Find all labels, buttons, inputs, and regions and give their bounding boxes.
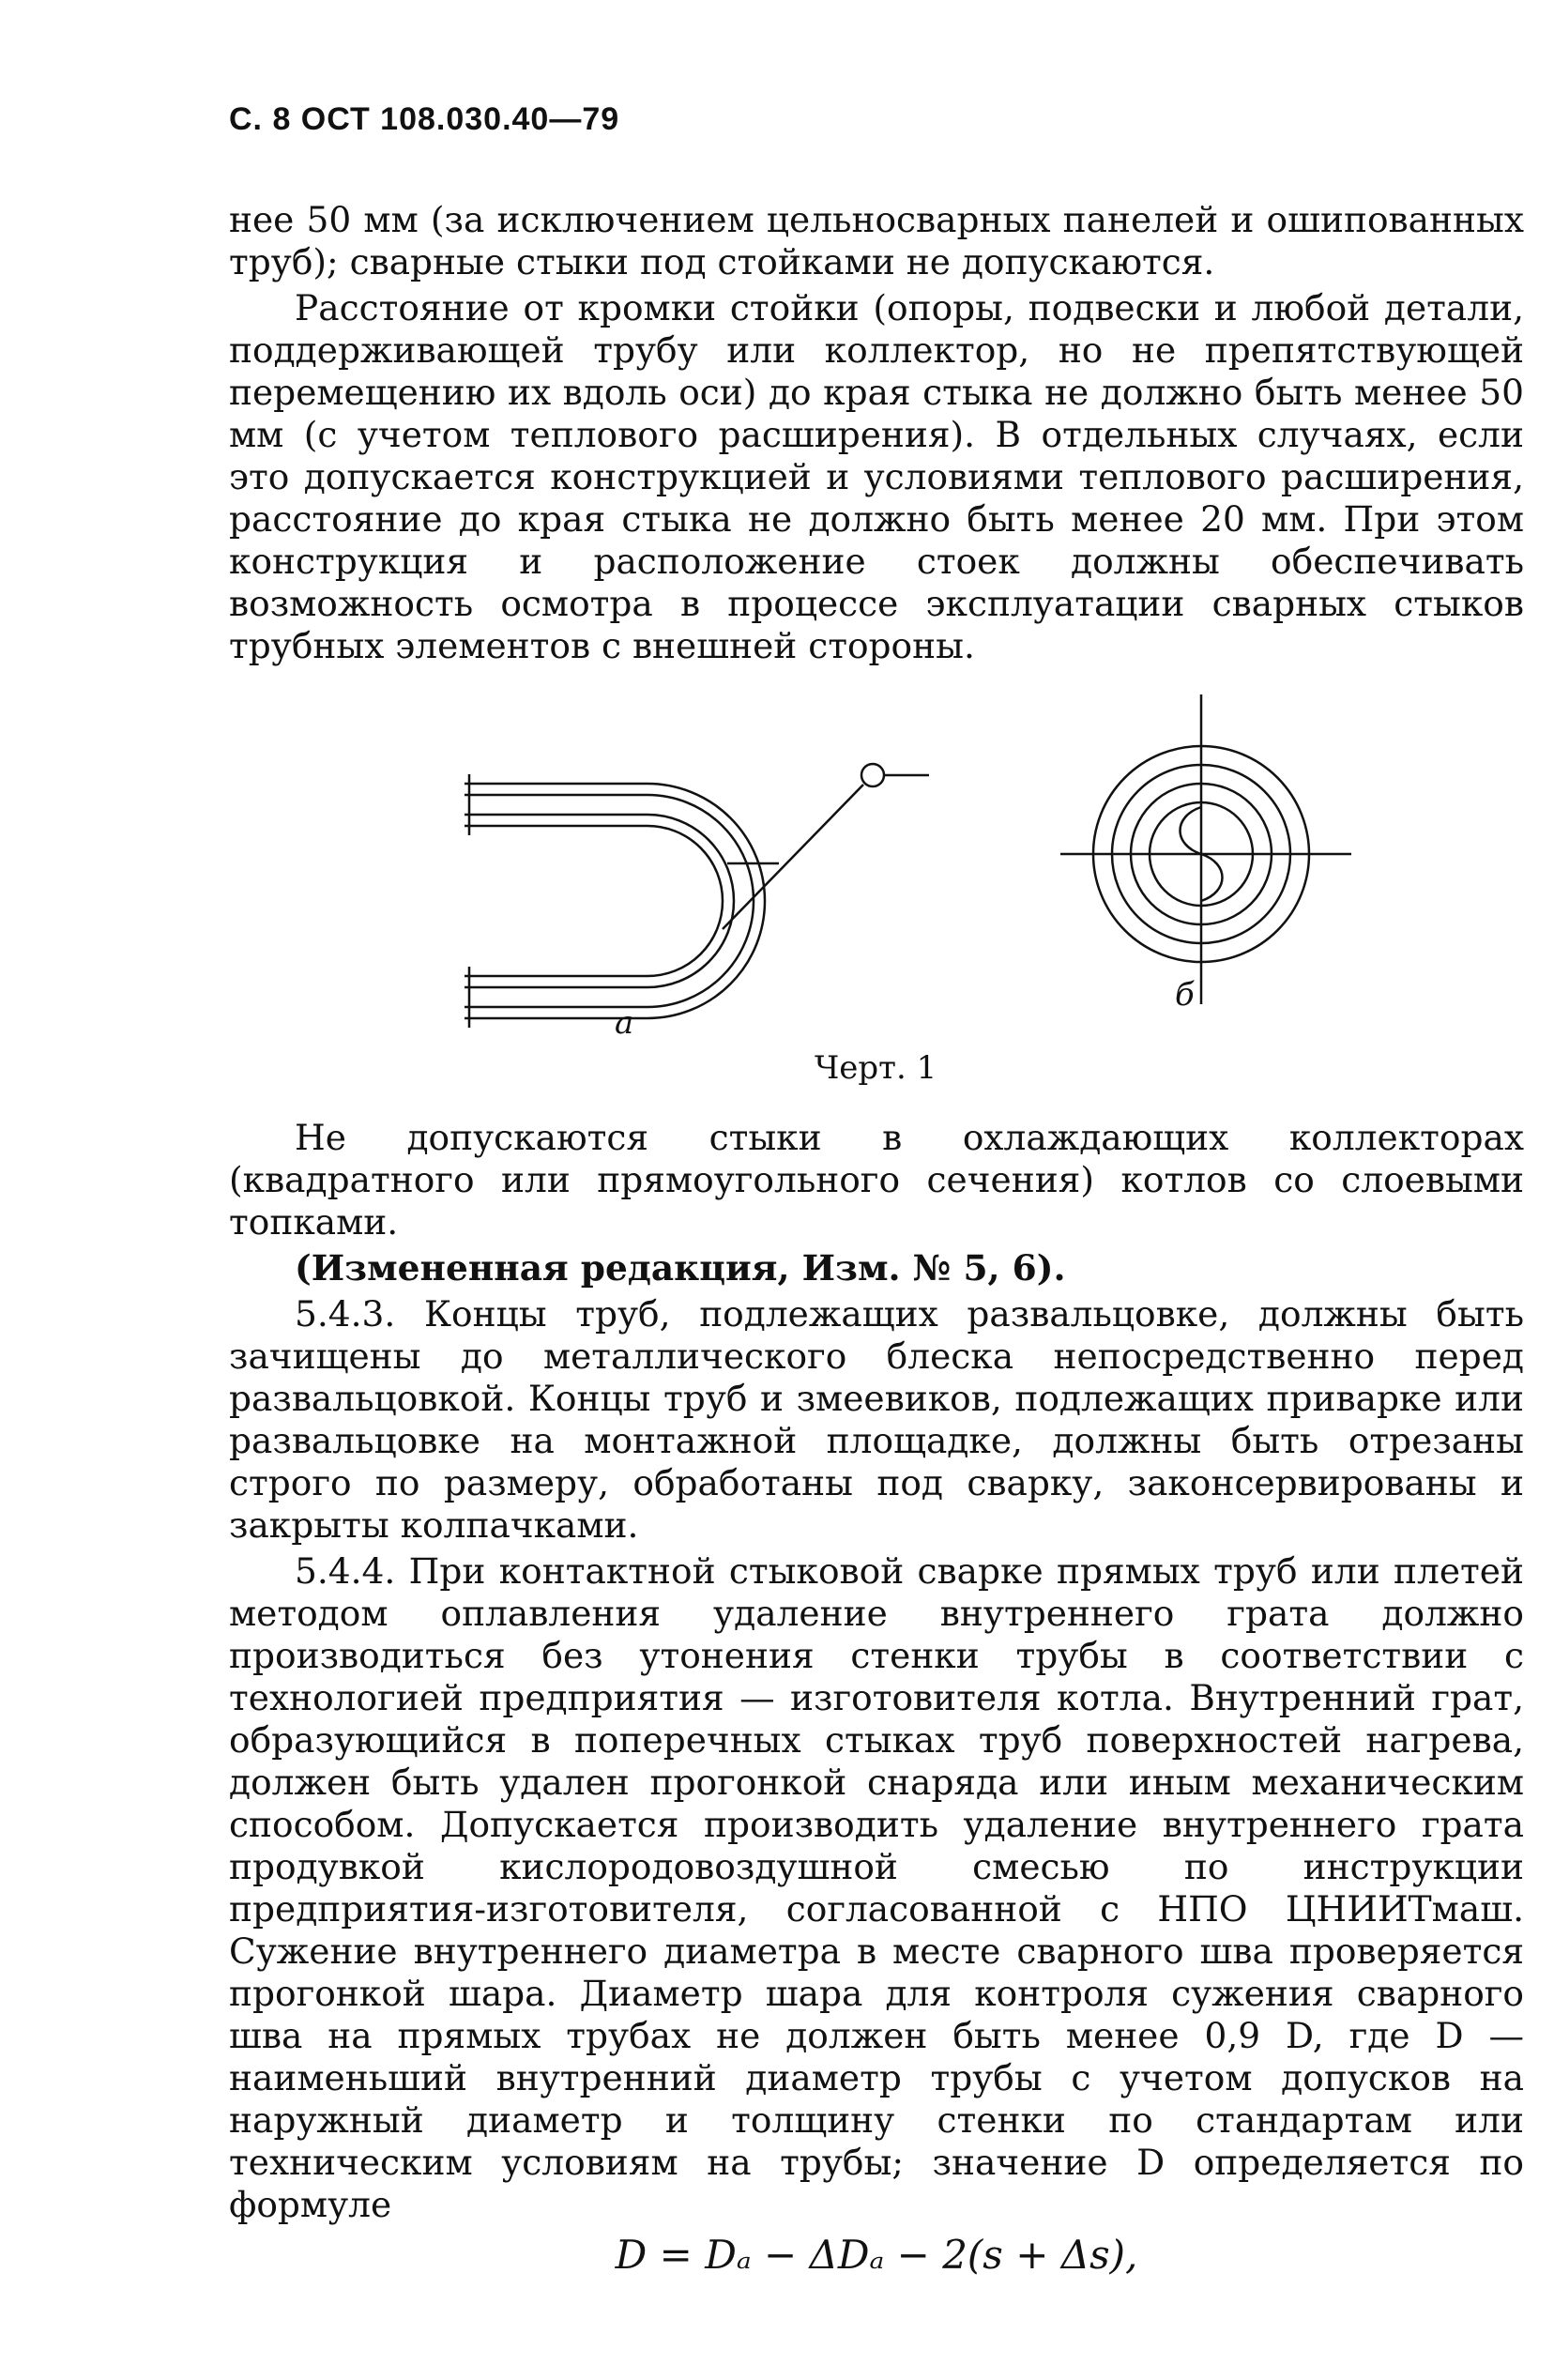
paragraph: 5.4.3. Концы труб, подлежащих развальцовке, должны быть зачищены до металлического блеска непосредственно перед развальцовкой. Концы труб и змеевиков, подлежащих приварке или развальцовке на монтажной площадке, должны быть отрезаны строго по размеру, обработаны под сварку, законсервированы и закрыты колпачками.: [229, 1293, 1524, 1546]
drawing-1: [404, 694, 1398, 1107]
paragraph: нее 50 мм (за исключением цельносварных панелей и ошипованных труб); сварные стыки под стойками не допускаются.: [229, 199, 1524, 282]
paragraph: Не допускаются стыки в охлаждающих коллекторах (квадратного или прямоугольного сечения) котлов со слоевыми топками.: [229, 1117, 1524, 1243]
figure-label-b: б: [1175, 976, 1195, 1014]
figure-caption: Черт. 1: [815, 1049, 937, 1087]
figure-label-a: а: [615, 1004, 634, 1042]
formula: D = Dₐ − ΔDₐ − 2(s + Δs),: [615, 2232, 1138, 2278]
text-block-bottom: [229, 1117, 1524, 2276]
page-header: С. 8 ОСТ 108.030.40—79: [229, 101, 620, 137]
u-bend-tube-drawing: [465, 764, 929, 1028]
paragraph: 5.4.4. При контактной стыковой сварке прямых труб или плетей методом оплавления удаление внутреннего грата должно производиться без утонения стенки трубы в соответствии с технологией предприятия — изготовителя котла. Внутренний грат, образующийся в поперечных стыках труб поверхностей нагрева, должен быть удален прогонкой снаряда или иным механическим способом. Допускается производить удаление внутреннего грата продувкой кислородовоздушной смесью по инструкции предприятия-изготовителя, согласованной с НПО ЦНИИТмаш. Сужение внутреннего диаметра в месте сварного шва проверяется прогонкой шара. Диаметр шара для контроля сужения сварного шва на прямых трубах не должен быть менее 0,9 D, где D — наименьший внутренний диаметр трубы с учетом допусков на наружный диаметр и толщину стенки по стандартам или техническим условиям на трубы; значение D определяется по формуле: [229, 1550, 1524, 2225]
paragraph: Расстояние от кромки стойки (опоры, подвески и любой детали, поддерживающей трубу или коллектор, но не препятствующей перемещению их вдоль оси) до края стыка не должно быть менее 50 мм (с учетом теплового расширения). В отдельных случаях, если это допускается конструкцией и условиями теплового расширения, расстояние до края стыка не должно быть менее 20 мм. При этом конструкция и расположение стоек должны обеспечивать возможность осмотра в процессе эксплуатации сварных стыков трубных элементов с внешней стороны.: [229, 287, 1524, 666]
tube-cross-section-drawing: [1060, 694, 1351, 1004]
text-block-top: [229, 199, 1524, 671]
revision-note: (Измененная редакция, Изм. № 5, 6).: [295, 1247, 1066, 1289]
